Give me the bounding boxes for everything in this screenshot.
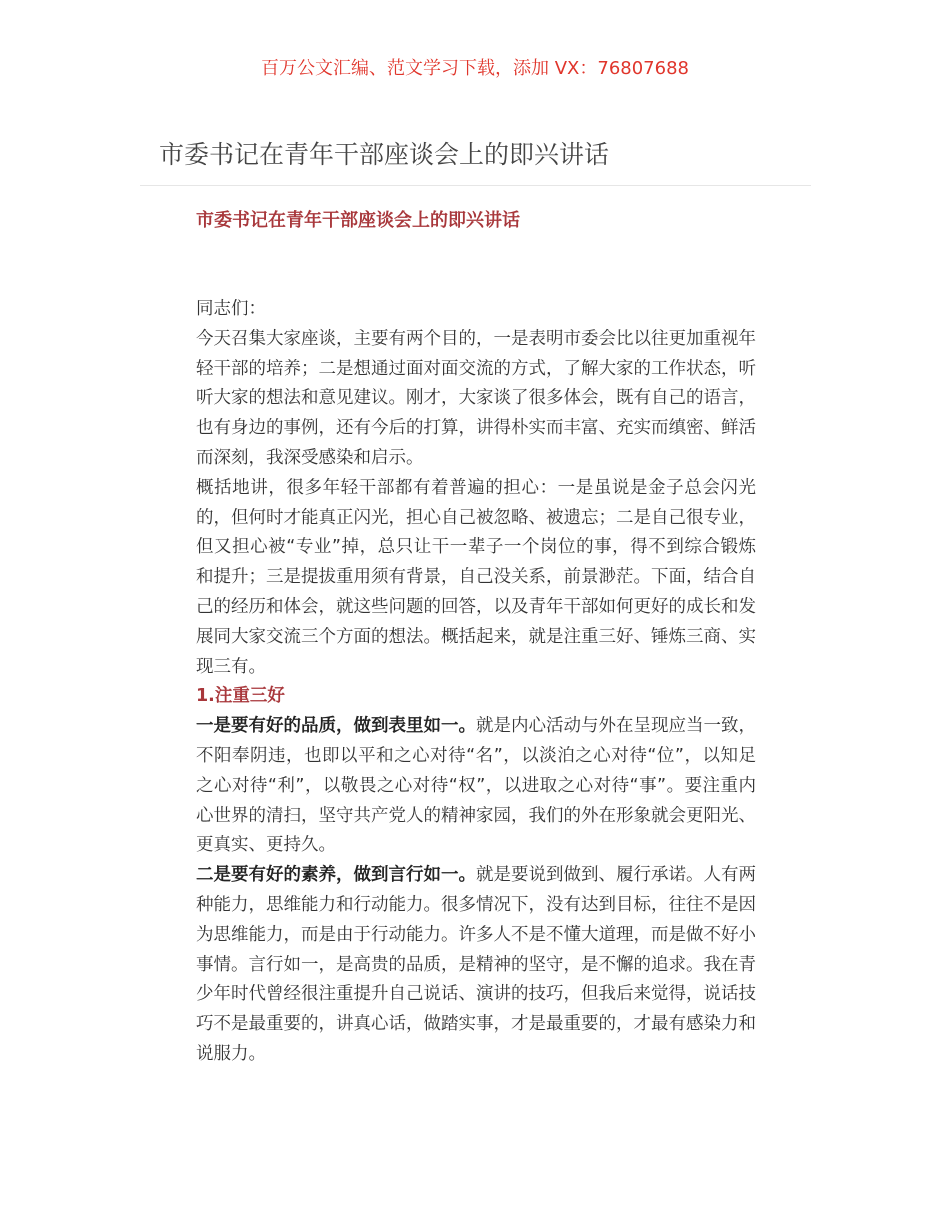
section-heading: 1.注重三好 <box>196 686 285 707</box>
greeting: 同志们： <box>196 299 266 319</box>
page-title: 市委书记在青年干部座谈会上的即兴讲话 <box>159 140 610 169</box>
point-text: 就是要说到做到、履行承诺。人有两种能力，思维能力和行动能力。很多情况下，没有达到目标，往往不是因为思维能力，而是由于行动能力。许多人不是不懂大道理，而是做不好小事情。言行如一，是高贵的品质，是精神的坚守，是不懈的追求。我在青少年时代曾经很注重提升自己说话、演讲的技巧，但我后来觉得，说话技巧不是最重要的，讲真心话，做踏实事，才是最重要的，才最有感染力和说服力。 <box>196 865 756 1064</box>
spacer <box>196 237 756 295</box>
promo-banner: 百万公文汇编、范文学习下载，添加 VX：76807688 <box>261 58 689 79</box>
point-lead: 二是要有好的素养，做到言行如一。 <box>196 865 476 886</box>
point-paragraph <box>196 861 756 1070</box>
point-lead: 一是要有好的品质，做到表里如一。 <box>196 716 476 737</box>
article-body <box>196 205 756 1070</box>
paragraph-intro: 今天召集大家座谈，主要有两个目的，一是表明市委会比以往更加重视年轻干部的培养；二是想通过面对面交流的方式，了解大家的工作状态，听听大家的想法和意见建议。刚才，大家谈了很多体会，既有自己的语言，也有身边的事例，还有今后的打算，讲得朴实而丰富、充实而缜密、鲜活而深刻，我深受感染和启示。 <box>196 328 756 468</box>
point-text: 就是内心活动与外在呈现应当一致，不阳奉阴违，也即以平和之心对待“名”，以淡泊之心对待“位”，以知足之心对待“利”，以敬畏之心对待“权”，以进取之心对待“事”。要注重内心世界的清扫，坚守共产党人的精神家园，我们的外在形象就会更阳光、更真实、更持久。 <box>196 716 756 856</box>
title-divider <box>140 185 811 186</box>
point-paragraph <box>196 712 756 861</box>
paragraph-summary: 概括地讲，很多年轻干部都有着普遍的担心：一是虽说是金子总会闪光的，但何时才能真正闪光，担心自己被忽略、被遗忘；二是自己很专业，但又担心被“专业”掉，总只让干一辈子一个岗位的事，得不到综合锻炼和提升；三是提拔重用须有背景，自己没关系，前景渺茫。下面，结合自己的经历和体会，就这些问题的回答，以及青年干部如何更好的成长和发展同大家交流三个方面的想法。概括起来，就是注重三好、锤炼三商、实现三有。 <box>196 477 756 677</box>
article-subtitle: 市委书记在青年干部座谈会上的即兴讲话 <box>196 210 520 231</box>
